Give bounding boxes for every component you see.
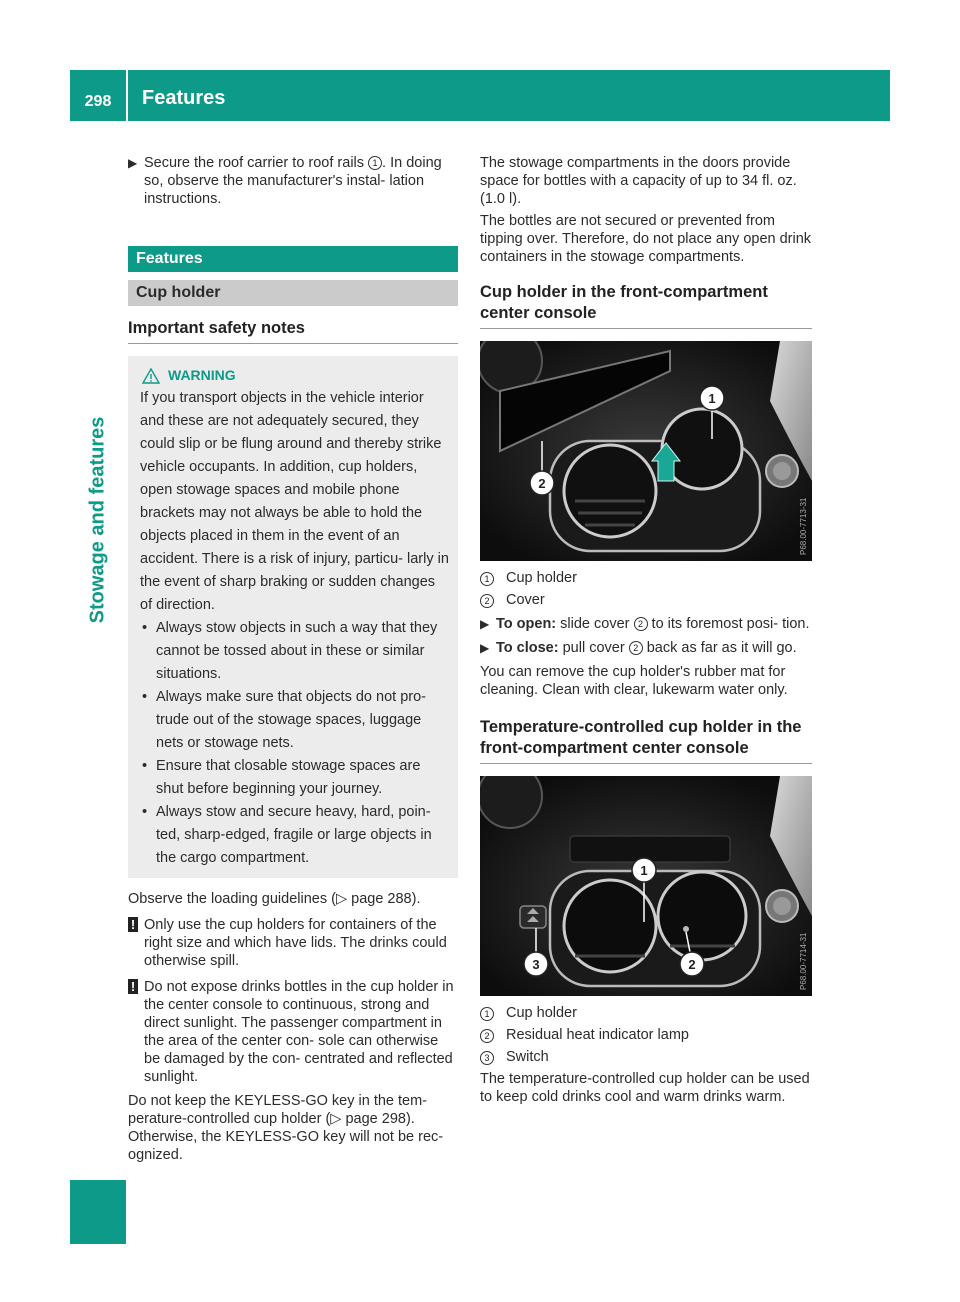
loading-guidelines-text: Observe the loading guidelines (▷ page 288). [128, 891, 421, 907]
legend-list [480, 1002, 812, 1068]
callout-number-icon: 2 [480, 1029, 494, 1043]
callout-number-icon: 1 [368, 156, 382, 170]
warning-bullet: • Always stow objects in such a way that they cannot be tossed about in these or similar situations. [140, 617, 450, 686]
warning-triangle-icon [142, 368, 160, 384]
warning-body: If you transport objects in the vehicle interior and these are not adequately secured, they could slip or be flung around and thereby strike vehicle occupants. In addition, cup holders, open stowage spaces and mobile phone brackets may not always be able to hold the objects placed in them in the event of an accident. There is a risk of injury, particu- larly in the event of sharp braking or sudden changes of direction. [140, 390, 449, 613]
warning-bullet: • Always make sure that objects do not pro- trude out of the stowage spaces, luggage nets or stowage nets. [140, 686, 450, 755]
keyless-go-text: Do not keep the KEYLESS-GO key in the tem- perature-controlled cup holder (▷ page 298). Otherwise, the KEYLESS-GO key will not be rec- ognized. [128, 1093, 444, 1163]
callout-number-icon: 3 [480, 1051, 494, 1065]
step-text: to its foremost posi- tion. [647, 616, 810, 632]
step-text: back as far as it will go. [642, 640, 797, 656]
callout-number-icon: 2 [480, 594, 494, 608]
chapter-tab [70, 1180, 126, 1244]
section-band-features: Features [128, 246, 458, 272]
step-label: To open: [496, 616, 557, 632]
legend-list [480, 567, 812, 611]
svg-text:3: 3 [532, 957, 540, 972]
svg-text:2: 2 [538, 476, 546, 491]
instruction-step [128, 154, 458, 208]
callout-number-icon: 2 [629, 641, 643, 655]
note-text: Only use the cup holders for containers of the right size and which have lids. The drinks could otherwise spill. [144, 917, 447, 969]
warning-box [128, 356, 458, 878]
right-column [480, 154, 812, 1106]
svg-text:1: 1 [708, 391, 716, 406]
callout-number-icon: 1 [480, 1007, 494, 1021]
svg-text:1: 1 [640, 863, 648, 878]
temperature-cup-holder-photo [480, 776, 812, 996]
heading-safety-notes: Important safety notes [128, 318, 458, 344]
note-text: Do not expose drinks bottles in the cup holder in the center console to continuous, strong and direct sunlight. The passenger compartment in the area of the center con- sole can otherwise be damaged by the con- centrated and reflected sunlight. [144, 979, 454, 1085]
note-sunlight [128, 978, 458, 1086]
legend-item [480, 567, 812, 589]
chapter-side-label: Stowage and features [86, 416, 109, 624]
step-arrow-icon: ▶ [480, 641, 490, 655]
legend-label: Residual heat indicator lamp [506, 1027, 689, 1043]
heading-front-cup-holder: Cup holder in the front-compartment center console [480, 282, 812, 329]
warning-title [140, 364, 450, 387]
legend-item [480, 1002, 812, 1024]
note-cup-size [128, 916, 458, 970]
instruction-step-open [480, 615, 812, 633]
instruction-step-close [480, 639, 812, 657]
exclamation-icon: ! [128, 979, 138, 994]
legend-item [480, 589, 812, 611]
warning-bullet: • Always stow and secure heavy, hard, poin- ted, sharp-edged, fragile or large objects in the cargo compartment. [140, 801, 450, 870]
cup-holder-photo [480, 341, 812, 561]
bottles-warning-text: The bottles are not secured or prevented from tipping over. Therefore, do not place any open drink containers in the stowage compartments. [480, 213, 812, 265]
legend-label: Cup holder [506, 570, 577, 586]
legend-label: Cup holder [506, 1005, 577, 1021]
temperature-cup-holder-text: The temperature-controlled cup holder can be used to keep cold drinks cool and warm drinks warm. [480, 1071, 810, 1105]
door-stowage-text: The stowage compartments in the doors provide space for bottles with a capacity of up to 34 fl. oz. (1.0 l). [480, 155, 797, 207]
page-number: 298 [84, 93, 112, 110]
step-label: To close: [496, 640, 559, 656]
exclamation-icon: ! [128, 917, 138, 932]
step-text: pull cover [558, 640, 629, 656]
warning-bullet: • Ensure that closable stowage spaces are shut before beginning your journey. [140, 755, 450, 801]
page-title: Features [142, 87, 226, 109]
photo-code: P68.00-7714-31 [799, 932, 808, 990]
step-arrow-icon: ▶ [480, 617, 490, 631]
warning-label: WARNING [168, 367, 236, 383]
step-text: Secure the roof carrier to roof rails [144, 155, 369, 171]
section-band-cup-holder: Cup holder [128, 280, 458, 306]
left-column [128, 154, 458, 1164]
svg-text:2: 2 [688, 957, 696, 972]
legend-label: Cover [506, 592, 545, 608]
legend-label: Switch [506, 1049, 549, 1065]
step-arrow-icon: ▶ [128, 156, 138, 170]
photo-code: P68.00-7713-31 [799, 497, 808, 555]
legend-item [480, 1024, 812, 1046]
callout-number-icon: 2 [634, 617, 648, 631]
heading-temperature-cup-holder: Temperature-controlled cup holder in the front-compartment center console [480, 717, 812, 764]
header-divider [126, 70, 128, 121]
step-text: slide cover [556, 616, 634, 632]
step-text: . In doing so, observe the manufacturer's instal- lation instructions. [144, 155, 442, 207]
rubber-mat-text: You can remove the cup holder's rubber mat for cleaning. Clean with clear, lukewarm water only. [480, 664, 788, 698]
callout-number-icon: 1 [480, 572, 494, 586]
legend-item [480, 1046, 812, 1068]
